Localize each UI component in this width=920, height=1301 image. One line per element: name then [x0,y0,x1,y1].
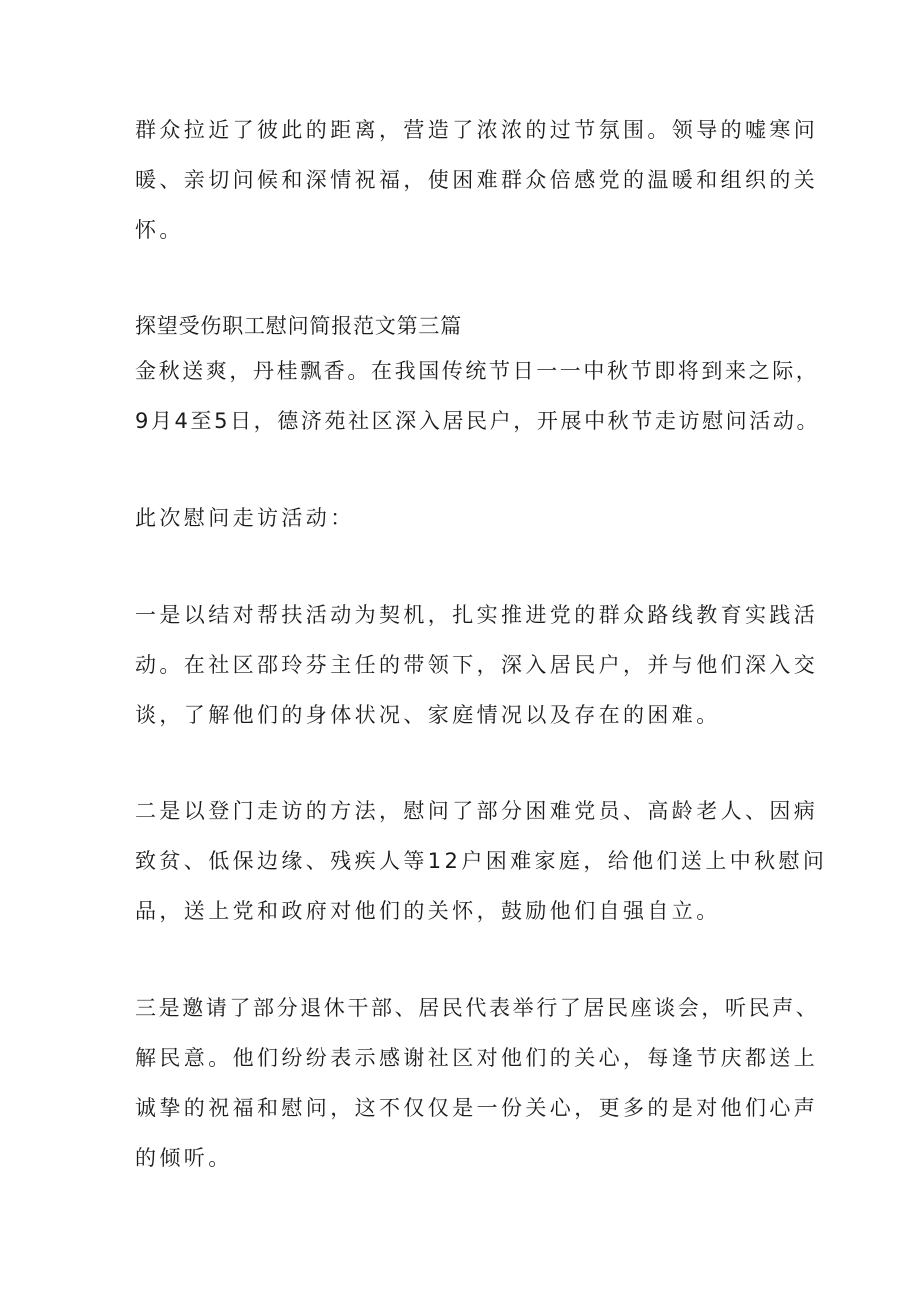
section-heading: 探望受伤职工慰问简报范文第三篇 [135,314,462,338]
paragraph-line: 怀。 [135,218,184,242]
paragraph-line: 9月4至5日，德济苑社区深入居民户，开展中秋节走访慰问活动。 [135,409,821,433]
paragraph-line: 诚挚的祝福和慰问，这不仅仅是一份关心，更多的是对他们心声 [135,1096,819,1120]
paragraph-line: 解民意。他们纷纷表示感谢社区对他们的关心，每逢节庆都送上 [135,1046,819,1070]
paragraph-line: 金秋送爽，丹桂飘香。在我国传统节日一一中秋节即将到来之际， [135,359,820,383]
paragraph-line: 一是以结对帮扶活动为契机，扎实推进党的群众路线教育实践活 [135,603,819,627]
paragraph-line: 谈，了解他们的身体状况、家庭情况以及存在的困难。 [135,703,721,727]
paragraph-line: 品，送上党和政府对他们的关怀，鼓励他们自强自立。 [135,899,721,923]
paragraph-line: 暖、亲切问候和深情祝福，使困难群众倍感党的温暖和组织的关 [135,168,819,192]
paragraph-line: 群众拉近了彼此的距离，营造了浓浓的过节氛围。领导的嘘寒问 [135,118,819,142]
paragraph-line: 三是邀请了部分退休干部、居民代表举行了居民座谈会，听民声、 [135,996,820,1020]
paragraph-line: 致贫、低保边缘、残疾人等12户困难家庭，给他们送上中秋慰问 [135,849,828,873]
paragraph-line: 二是以登门走访的方法，慰问了部分困难党员、高龄老人、因病 [135,799,819,823]
paragraph-line: 的倾听。 [135,1146,233,1170]
paragraph-line: 动。在社区邵玲芬主任的带领下，深入居民户，并与他们深入交 [135,653,819,677]
paragraph-line: 此次慰问走访活动： [135,506,355,530]
